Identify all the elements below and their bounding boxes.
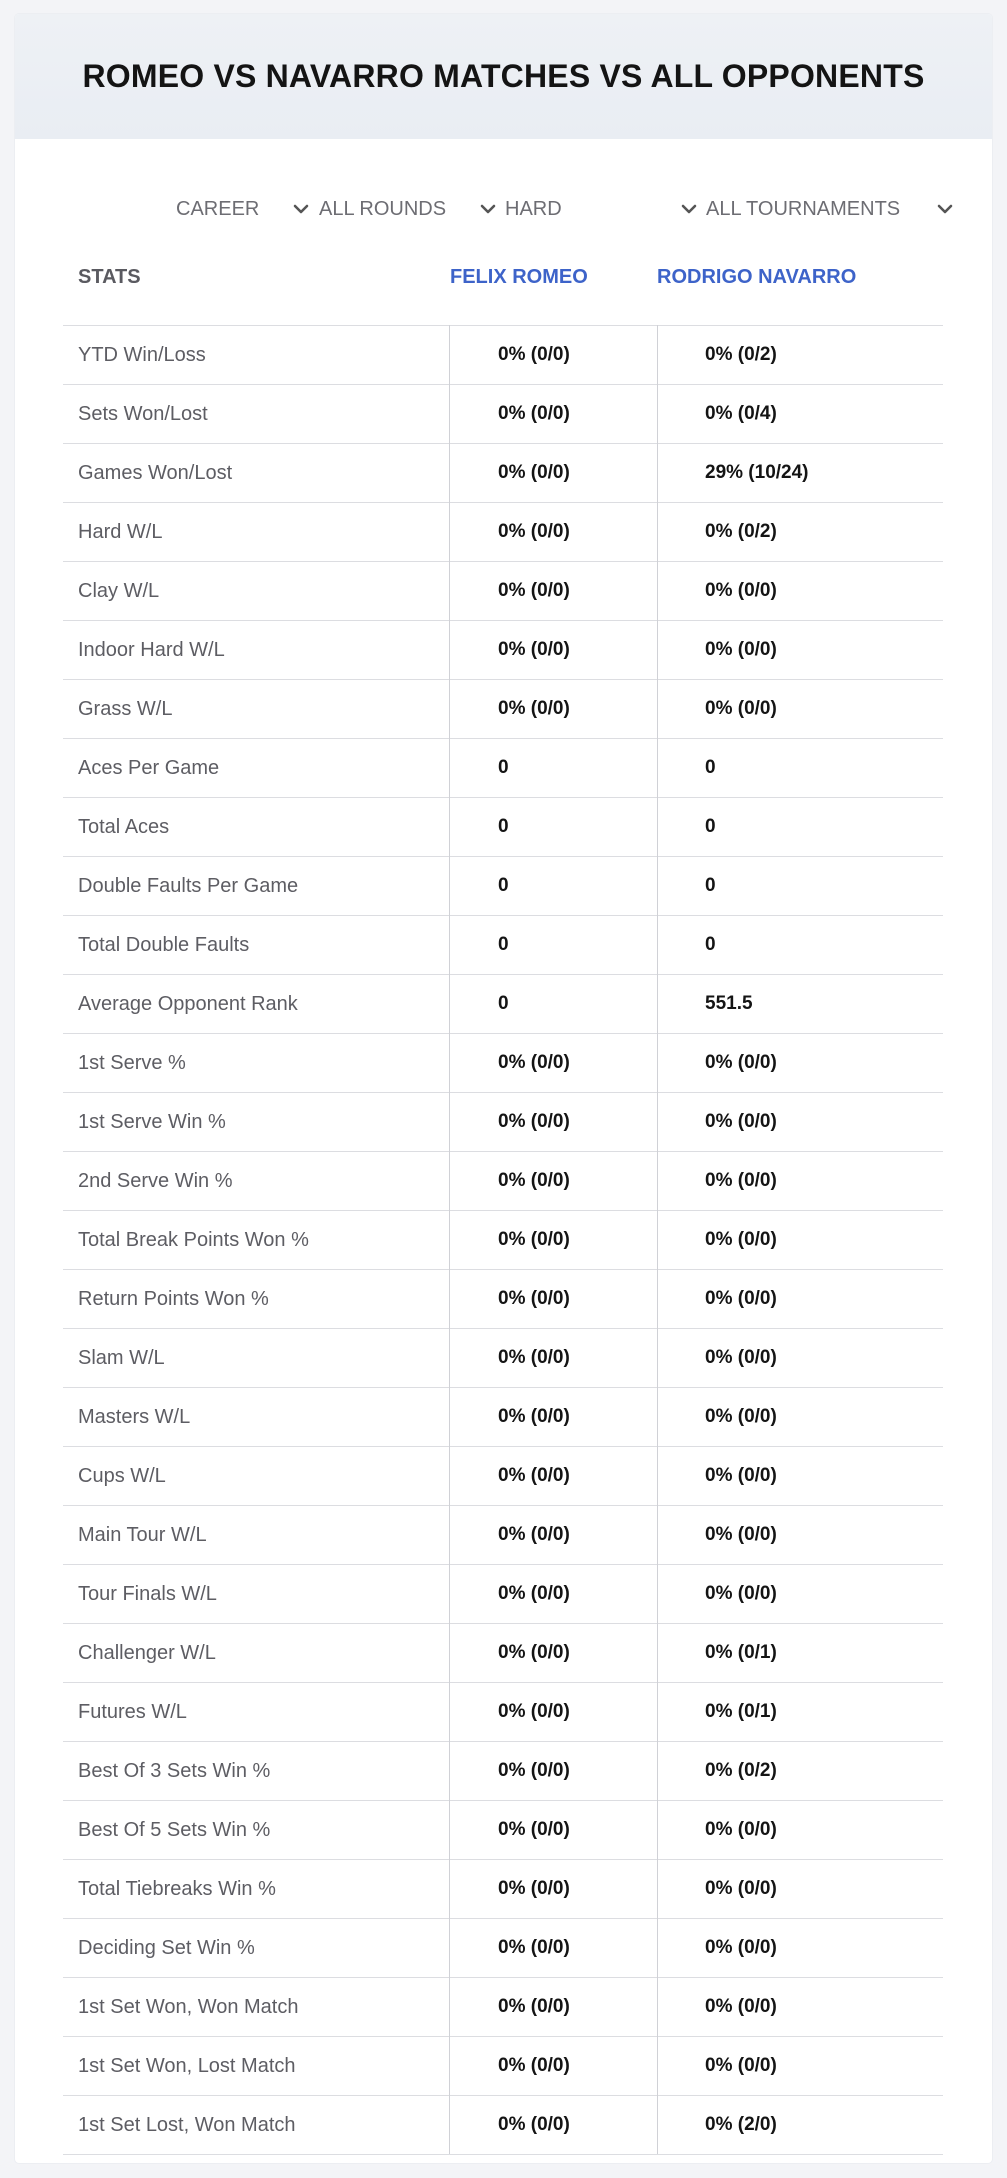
player2-value: 0% (0/0): [705, 639, 777, 660]
player1-value: 0% (0/0): [498, 1524, 570, 1545]
stat-label: Challenger W/L: [78, 1642, 216, 1664]
stat-label: Total Aces: [78, 816, 170, 838]
table-row: [63, 1860, 943, 1919]
column-divider: [449, 325, 450, 2154]
player1-value: 0% (0/0): [498, 1996, 570, 2017]
rounds-select-value: ALL ROUNDS: [319, 197, 447, 220]
player2-value: 0% (0/2): [705, 344, 777, 365]
table-row: [63, 1978, 943, 2037]
player2-value: 29% (10/24): [705, 462, 809, 483]
table-row: [63, 1801, 943, 1860]
player1-value: 0% (0/0): [498, 1052, 570, 1073]
player2-value: 0% (2/0): [705, 2114, 777, 2135]
player2-link[interactable]: RODRIGO NAVARRO: [657, 266, 857, 288]
stat-label: Total Tiebreaks Win %: [78, 1878, 276, 1900]
player2-value: 0% (0/0): [705, 1878, 777, 1899]
stat-label: Indoor Hard W/L: [78, 639, 225, 661]
stat-label: Best Of 5 Sets Win %: [78, 1819, 271, 1841]
table-row: [63, 1388, 943, 1447]
stat-label: Sets Won/Lost: [78, 403, 208, 425]
player1-value: 0% (0/0): [498, 344, 570, 365]
player1-value: 0% (0/0): [498, 403, 570, 424]
player1-value: 0% (0/0): [498, 639, 570, 660]
surface-select-value: HARD: [505, 197, 562, 220]
table-row: [63, 503, 943, 562]
player2-value: 551.5: [705, 993, 753, 1014]
stat-label: YTD Win/Loss: [78, 344, 206, 366]
tournaments-select[interactable]: [706, 184, 956, 234]
player2-value: 0% (0/1): [705, 1642, 777, 1663]
player2-value: 0% (0/0): [705, 1996, 777, 2017]
stat-label: Hard W/L: [78, 521, 163, 543]
player2-value: 0% (0/0): [705, 1052, 777, 1073]
table-body: [63, 326, 943, 2155]
stat-label: Masters W/L: [78, 1406, 191, 1428]
player2-value: 0% (0/2): [705, 1760, 777, 1781]
table-row: [63, 1683, 943, 1742]
surface-select[interactable]: [505, 184, 700, 234]
stat-label: Total Double Faults: [78, 934, 250, 956]
chevron-down-icon: [477, 198, 499, 220]
player1-value: 0% (0/0): [498, 1701, 570, 1722]
stat-label: Clay W/L: [78, 580, 160, 602]
stat-label: Slam W/L: [78, 1347, 165, 1369]
rounds-select[interactable]: [319, 184, 499, 234]
stat-label: Deciding Set Win %: [78, 1937, 255, 1959]
stats-card: [15, 14, 992, 2163]
player1-value: 0% (0/0): [498, 521, 570, 542]
stat-label: 1st Serve Win %: [78, 1111, 226, 1133]
page-title: ROMEO VS NAVARRO MATCHES VS ALL OPPONENTS: [82, 58, 925, 94]
player2-value: 0% (0/2): [705, 521, 777, 542]
player2-value: 0% (0/0): [705, 1465, 777, 1486]
player1-value: 0% (0/0): [498, 698, 570, 719]
column-divider: [657, 325, 658, 2154]
table-row: [63, 680, 943, 739]
stat-label: 1st Set Lost, Won Match: [78, 2114, 296, 2136]
player2-value: 0% (0/1): [705, 1701, 777, 1722]
player2-value: 0% (0/0): [705, 1937, 777, 1958]
player2-value: 0% (0/4): [705, 403, 777, 424]
table-row: [63, 1624, 943, 1683]
player1-value: 0% (0/0): [498, 1111, 570, 1132]
table-row: [63, 562, 943, 621]
player1-value: 0: [498, 875, 509, 896]
chevron-down-icon: [678, 198, 700, 220]
table-row: [63, 1093, 943, 1152]
table-row: [63, 1742, 943, 1801]
table-row: [63, 975, 943, 1034]
table-row: [63, 1034, 943, 1093]
period-select-value: CAREER: [176, 197, 260, 220]
table-row: [63, 1506, 943, 1565]
chevron-down-icon: [934, 198, 956, 220]
table-row: [63, 621, 943, 680]
stat-label: 1st Serve %: [78, 1052, 186, 1074]
table-row: [63, 326, 943, 385]
table-row: [63, 1447, 943, 1506]
stat-label: Futures W/L: [78, 1701, 187, 1723]
player1-value: 0% (0/0): [498, 1406, 570, 1427]
table-header: [63, 244, 943, 326]
stat-label: 1st Set Won, Won Match: [78, 1996, 299, 2018]
table-row: [63, 385, 943, 444]
stat-label: 2nd Serve Win %: [78, 1170, 233, 1192]
table-row: [63, 1565, 943, 1624]
player2-value: 0% (0/0): [705, 2055, 777, 2076]
stat-label: Average Opponent Rank: [78, 993, 298, 1015]
player1-value: 0% (0/0): [498, 1347, 570, 1368]
player1-value: 0: [498, 993, 509, 1014]
table-row: [63, 1329, 943, 1388]
player1-value: 0% (0/0): [498, 1878, 570, 1899]
table-row: [63, 1211, 943, 1270]
player2-value: 0% (0/0): [705, 580, 777, 601]
table-row: [63, 916, 943, 975]
table-row: [63, 1152, 943, 1211]
player2-value: 0: [705, 934, 716, 955]
chevron-down-icon: [290, 198, 312, 220]
stat-label: Return Points Won %: [78, 1288, 269, 1310]
player1-value: 0% (0/0): [498, 462, 570, 483]
stat-label: Aces Per Game: [78, 757, 220, 779]
player1-value: 0% (0/0): [498, 2055, 570, 2076]
tournaments-select-value: ALL TOURNAMENTS: [706, 197, 901, 220]
stat-label: Tour Finals W/L: [78, 1583, 217, 1605]
player2-value: 0% (0/0): [705, 698, 777, 719]
stats-column-header: STATS: [78, 266, 141, 288]
player2-value: 0% (0/0): [705, 1288, 777, 1309]
player2-value: 0% (0/0): [705, 1229, 777, 1250]
stat-label: 1st Set Won, Lost Match: [78, 2055, 296, 2077]
table-row: [63, 2037, 943, 2096]
player1-value: 0% (0/0): [498, 2114, 570, 2135]
stat-label: Double Faults Per Game: [78, 875, 299, 897]
player2-value: 0% (0/0): [705, 1819, 777, 1840]
player1-value: 0% (0/0): [498, 1229, 570, 1250]
player2-value: 0: [705, 816, 716, 837]
player2-value: 0: [705, 875, 716, 896]
table-row: [63, 2096, 943, 2155]
player2-value: 0% (0/0): [705, 1406, 777, 1427]
table-row: [63, 1270, 943, 1329]
period-select[interactable]: [176, 184, 312, 234]
table-row: [63, 739, 943, 798]
stats-table: [63, 244, 943, 2155]
player2-value: 0% (0/0): [705, 1524, 777, 1545]
player1-value: 0: [498, 757, 509, 778]
player1-value: 0% (0/0): [498, 1819, 570, 1840]
player2-value: 0% (0/0): [705, 1170, 777, 1191]
player1-value: 0% (0/0): [498, 1583, 570, 1604]
stat-label: Games Won/Lost: [78, 462, 233, 484]
stat-label: Cups W/L: [78, 1465, 166, 1487]
player1-value: 0% (0/0): [498, 1937, 570, 1958]
player1-value: 0% (0/0): [498, 1465, 570, 1486]
filter-bar: [15, 184, 992, 234]
player1-value: 0: [498, 816, 509, 837]
table-row: [63, 798, 943, 857]
player1-value: 0: [498, 934, 509, 955]
stat-label: Grass W/L: [78, 698, 173, 720]
stat-label: Total Break Points Won %: [78, 1229, 309, 1251]
table-row: [63, 857, 943, 916]
page-header: [15, 14, 992, 139]
player1-link[interactable]: FELIX ROMEO: [450, 266, 588, 288]
stat-label: Best Of 3 Sets Win %: [78, 1760, 271, 1782]
player2-value: 0% (0/0): [705, 1347, 777, 1368]
player1-value: 0% (0/0): [498, 1170, 570, 1191]
player2-value: 0% (0/0): [705, 1583, 777, 1604]
player2-value: 0: [705, 757, 716, 778]
player1-value: 0% (0/0): [498, 1288, 570, 1309]
table-row: [63, 444, 943, 503]
stat-label: Main Tour W/L: [78, 1524, 207, 1546]
player1-value: 0% (0/0): [498, 1642, 570, 1663]
player1-value: 0% (0/0): [498, 1760, 570, 1781]
player2-value: 0% (0/0): [705, 1111, 777, 1132]
player1-value: 0% (0/0): [498, 580, 570, 601]
table-row: [63, 1919, 943, 1978]
